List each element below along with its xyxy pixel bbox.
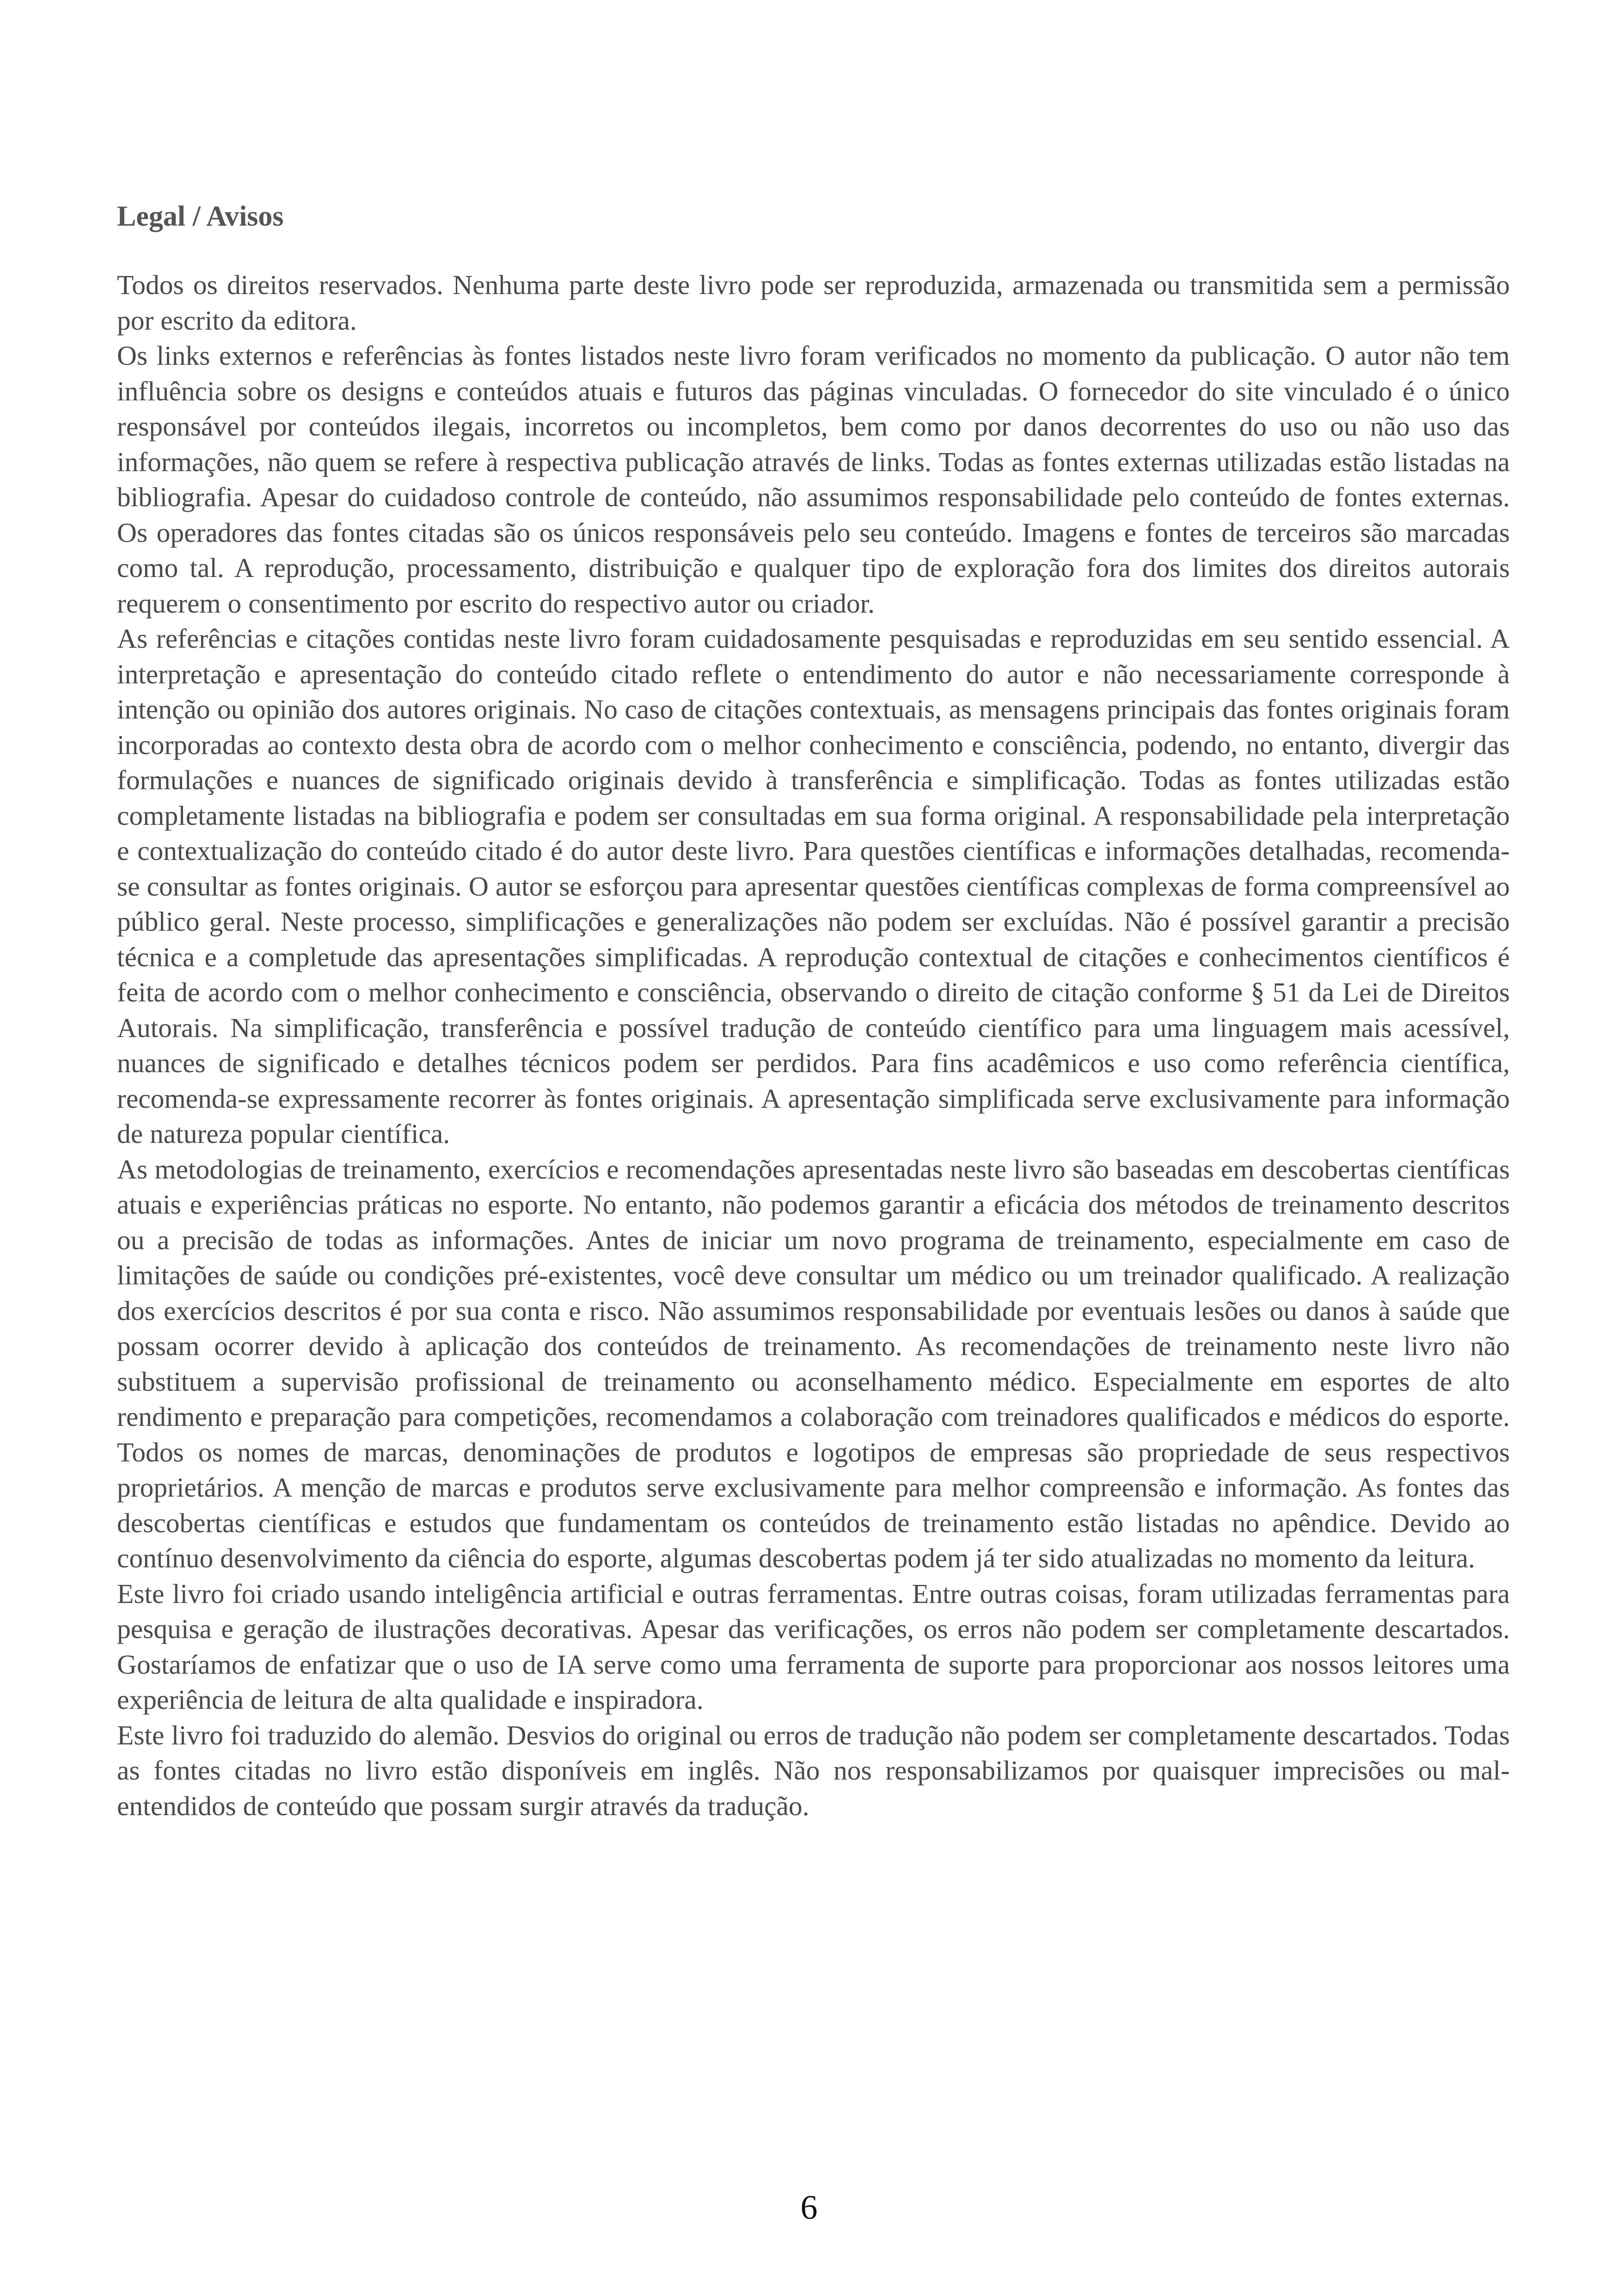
document-page [117,199,1510,1823]
paragraph-copyright: Todos os direitos reservados. Nenhuma parte deste livro pode ser reproduzida, armazenada ou transmitida sem a permissão por escrito da editora. [117,270,1510,336]
paragraph-training-disclaimer: As metodologias de treinamento, exercícios e recomendações apresentadas neste livro são baseadas em descobertas científicas atuais e experiências práticas no esporte. No entanto, não podemos garantir a eficácia dos métodos de treinamento descritos ou a precisão de todas as informações. Antes de iniciar um novo programa de treinamento, especialmente em caso de limitações de saúde ou condições pré-existentes, você deve consultar um médico ou um treinador qualificado. A realização dos exercícios descritos é por sua conta e risco. Não assumimos responsabilidade por eventuais lesões ou danos à saúde que possam ocorrer devido à aplicação dos conteúdos de treinamento. As recomendações de treinamento neste livro não substituem a supervisão profissional de treinamento ou aconselhamento médico. Especialmente em esportes de alto rendimento e preparação para competições, recomendamos a colaboração com treinadores qualificados e médicos do esporte. Todos os nomes de marcas, denominações de produtos e logotipos de empresas são propriedade de seus respectivos proprietários. A menção de marcas e produtos serve exclusivamente para melhor compreensão e informação. As fontes das descobertas científicas e estudos que fundamentam os conteúdos de treinamento estão listadas no apêndice. Devido ao contínuo desenvolvimento da ciência do esporte, algumas descobertas podem já ter sido atualizadas no momento da leitura. [117,1154,1510,1573]
page-number: 6 [800,2189,818,2227]
paragraph-external-links: Os links externos e referências às fontes listados neste livro foram verificados no momento da publicação. O autor não tem influência sobre os designs e conteúdos atuais e futuros das páginas vinculadas. O fornecedor do site vinculado é o único responsável por conteúdos ilegais, incorretos ou incompletos, bem como por danos decorrentes do uso ou não uso das informações, não quem se refere à respectiva publicação através de links. Todas as fontes externas utilizadas estão listadas na bibliografia. Apesar do cuidadoso controle de conteúdo, não assumimos responsabilidade pelo conteúdo de fontes externas. Os operadores das fontes citadas são os únicos responsáveis pelo seu conteúdo. Imagens e fontes de terceiros são marcadas como tal. A reprodução, processamento, distribuição e qualquer tipo de exploração fora dos limites dos direitos autorais requerem o consentimento por escrito do respectivo autor ou criador. [117,340,1510,619]
paragraph-ai-usage: Este livro foi criado usando inteligência artificial e outras ferramentas. Entre outras coisas, foram utilizadas ferramentas para pesquisa e geração de ilustrações decorativas. Apesar das verificações, os erros não podem ser completamente descartados. Gostaríamos de enfatizar que o uso de IA serve como uma ferramenta de suporte para proporcionar aos nossos leitores uma experiência de leitura de alta qualidade e inspiradora. [117,1578,1510,1715]
section-heading: Legal / Avisos [117,201,284,232]
paragraph-citations: As referências e citações contidas neste livro foram cuidadosamente pesquisadas e reproduzidas em seu sentido essencial. A interpretação e apresentação do conteúdo citado reflete o entendimento do autor e não necessariamente corresponde à intenção ou opinião dos autores originais. No caso de citações contextuais, as mensagens principais das fontes originais foram incorporadas ao contexto desta obra de acordo com o melhor conhecimento e consciência, podendo, no entanto, divergir das formulações e nuances de significado originais devido à transferência e simplificação. Todas as fontes utilizadas estão completamente listadas na bibliografia e podem ser consultadas em sua forma original. A responsabilidade pela interpretação e contextualização do conteúdo citado é do autor deste livro. Para questões científicas e informações detalhadas, recomenda-se consultar as fontes originais. O autor se esforçou para apresentar questões científicas complexas de forma compreensível ao público geral. Neste processo, simplificações e generalizações não podem ser excluídas. Não é possível garantir a precisão técnica e a completude das apresentações simplificadas. A reprodução contextual de citações e conhecimentos científicos é feita de acordo com o melhor conhecimento e consciência, observando o direito de citação conforme § 51 da Lei de Direitos Autorais. Na simplificação, transferência e possível tradução de conteúdo científico para uma linguagem mais acessível, nuances de significado e detalhes técnicos podem ser perdidos. Para fins acadêmicos e uso como referência científica, recomenda-se expressamente recorrer às fontes originais. A apresentação simplificada serve exclusivamente para informação de natureza popular científica. [117,623,1510,1149]
paragraph-translation: Este livro foi traduzido do alemão. Desvios do original ou erros de tradução não podem ser completamente descartados. Todas as fontes citadas no livro estão disponíveis em inglês. Não nos responsabilizamos por quaisquer imprecisões ou mal-entendidos de conteúdo que possam surgir através da tradução. [117,1719,1510,1821]
